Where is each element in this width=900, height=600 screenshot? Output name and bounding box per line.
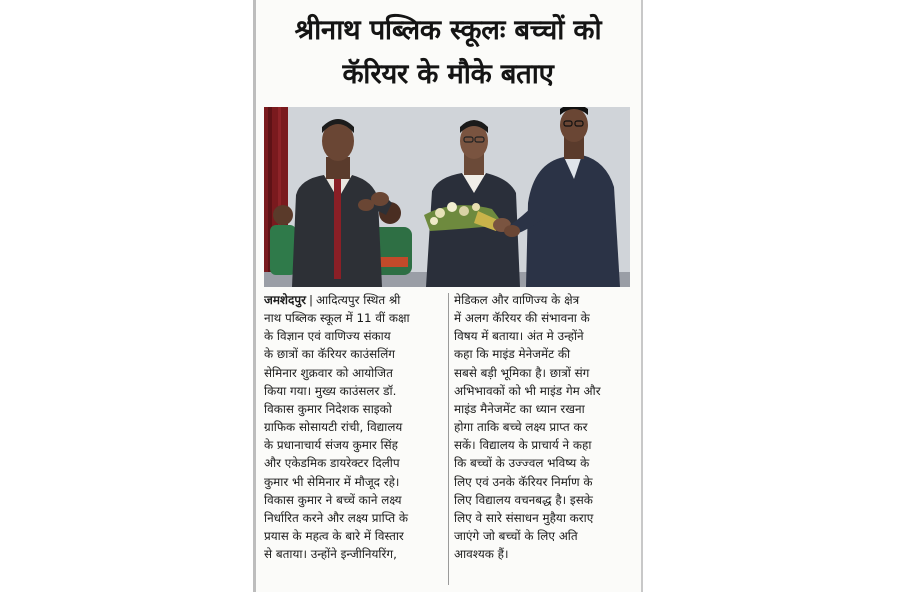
column-2-line: मेडिकल और वाणिज्य के क्षेत्र (454, 293, 580, 307)
column-2-line: में अलग कॅरियर की संभावना के (454, 311, 590, 326)
column-1-line: के प्रधानाचार्य संजय कुमार सिंह (264, 438, 398, 453)
column-1-line-1 (264, 291, 443, 309)
article-column-2 (454, 291, 635, 589)
column-1-line: के छात्रों का कॅरियर काउंसलिंग (264, 347, 395, 362)
column-1-line: प्रयास के महत्व के बारे में विस्तार (264, 529, 404, 544)
column-2-line: अभिभावकों को भी माइंड गेम और (454, 383, 601, 398)
column-2-line: कि बच्चों के उज्ज्वल भविष्य के (454, 456, 590, 471)
column-1-line: निर्धारित करने और लक्ष्य प्राप्ति के (264, 510, 409, 525)
column-2-line: विषय में बताया। अंत मे उन्होंने (454, 329, 584, 344)
column-2-line: आवश्यक हैं। (454, 547, 509, 562)
article-column-1 (264, 291, 443, 589)
column-1-line: सेमिनार शुक्रवार को आयोजित (264, 365, 393, 380)
column-1-line: नाथ पब्लिक स्कूल में 11 वीं कक्षा (264, 311, 410, 326)
column-2-line: लिए विद्यालय वचनबद्ध है। इसके (454, 492, 593, 507)
column-1-line: से बताया। उन्होंने इन्जीनियरिंग, (264, 547, 397, 562)
column-1-line: ग्राफिक सोसायटी रांची, विद्यालय (264, 420, 403, 435)
column-2-line: माइंड मैनेजमेंट का ध्यान रखना (454, 401, 585, 416)
article-headline: श्रीनाथ पब्लिक स्कूलः बच्चों को कॅरियर के मौके बताए (294, 14, 602, 90)
column-divider (448, 293, 449, 585)
column-1-line: किया गया। मुख्य काउंसलर डॉ. (264, 383, 397, 398)
column-1-line: विकास कुमार ने बच्चें काने लक्ष्य (264, 492, 402, 507)
column-2-line: लिए एवं उनके कॅरियर निर्माण के (454, 474, 593, 489)
dateline-separator: | (308, 293, 313, 307)
article-dateline: जमशेदपुर (264, 293, 306, 307)
column-1-line: और एकेडमिक डायरेक्टर दिलीप (264, 456, 400, 471)
column-1-line: के विज्ञान एवं वाणिज्य संकाय (264, 329, 391, 344)
column-2-line: सकें। विद्यालय के प्राचार्य ने कहा (454, 438, 592, 453)
column-2-line: जाएंगे जो बच्चों के लिए अति (454, 529, 578, 544)
column-1-text: आदित्यपुर स्थित श्री (315, 293, 401, 307)
column-2-line: कहा कि माइंड मेनेजमेंट की (454, 347, 571, 362)
column-2-line: सबसे बड़ी भूमिका है। छात्रों संग (454, 365, 590, 380)
column-2-line: लिए वे सारे संसाधन मुहैया कराए (454, 510, 594, 525)
column-1-line: विकास कुमार निदेशक साइको (264, 401, 392, 416)
column-2-line: होगा ताकि बच्चे लक्ष्य प्राप्त कर (454, 420, 588, 435)
article-photo (264, 107, 630, 287)
article-body (264, 291, 635, 589)
column-1-line: कुमार भी सेमिनार में मौजूद रहे। (264, 474, 400, 489)
